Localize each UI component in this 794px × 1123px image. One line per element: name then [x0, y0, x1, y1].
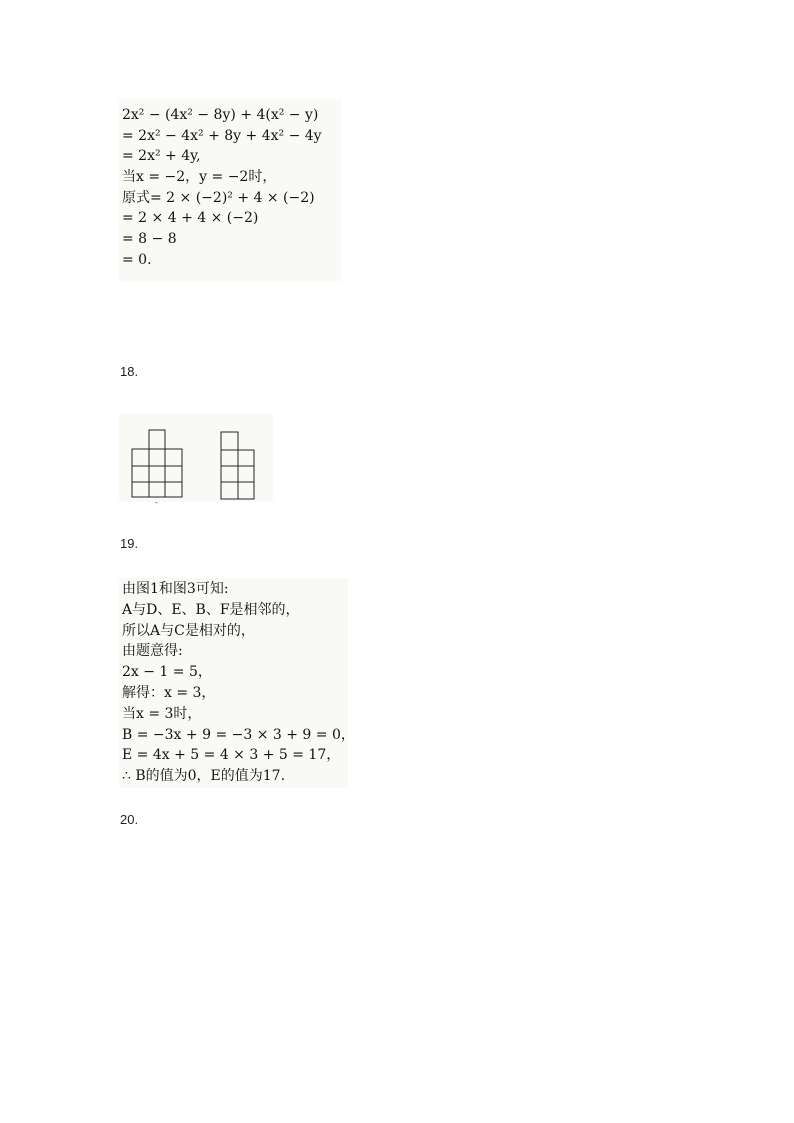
math-line: E = 4x + 5 = 4 × 3 + 5 = 17，	[122, 747, 341, 764]
math-line: 当x = −2，y = −2时，	[122, 169, 277, 186]
math-line: B = −3x + 9 = −3 × 3 + 9 = 0，	[122, 726, 355, 743]
math-line: ∴ B的值为0，E的值为17.	[122, 768, 286, 785]
solution-17-image	[119, 99, 341, 281]
grid-cell	[149, 466, 165, 482]
math-line: 当x = 3时，	[122, 705, 202, 722]
math-line: = 2x² − 4x² + 8y + 4x² − 4y	[122, 127, 322, 144]
math-line: A与D、E、B、F是相邻的，	[122, 601, 300, 618]
grid-cell	[221, 466, 238, 482]
grid-cell	[238, 482, 254, 499]
grid-cell	[149, 449, 165, 466]
math-line: 2x − 1 = 5，	[122, 664, 212, 681]
grid-cell	[165, 449, 182, 466]
grid-cell	[221, 432, 238, 450]
grid-cell	[132, 466, 149, 482]
grid-cell	[149, 482, 165, 497]
grid-cell	[165, 482, 182, 497]
question-number-18: 18.	[120, 364, 139, 379]
math-line: = 0.	[122, 251, 152, 268]
math-line: 原式= 2 × (−2)² + 4 × (−2)	[122, 189, 315, 206]
grid-cell	[238, 450, 254, 466]
cube-views-drawing	[119, 413, 273, 507]
grid-cell	[165, 466, 182, 482]
cube-views-figure	[119, 413, 273, 507]
math-line: 由题意得:	[122, 643, 183, 660]
solution-19-image	[119, 578, 355, 788]
grid-cell	[221, 482, 238, 499]
caption-mark: -	[155, 498, 158, 507]
grid-cell	[221, 450, 238, 466]
math-line: = 2 × 4 + 4 × (−2)	[122, 210, 259, 227]
math-line: 所以A与C是相对的，	[122, 622, 255, 639]
math-line: = 8 − 8	[122, 231, 177, 248]
math-line: 由图1和图3可知:	[122, 581, 229, 597]
math-line: 解得：x = 3，	[122, 684, 216, 701]
grid-cell	[132, 482, 149, 497]
math-line: = 2x² + 4y,	[122, 148, 201, 165]
grid-cell	[132, 449, 149, 466]
grid-cell	[238, 466, 254, 482]
question-number-19: 19.	[120, 536, 139, 551]
grid-cell	[149, 430, 165, 449]
math-line: 2x² − (4x² − 8y) + 4(x² − y)	[122, 107, 319, 123]
question-number-20: 20.	[120, 812, 139, 827]
